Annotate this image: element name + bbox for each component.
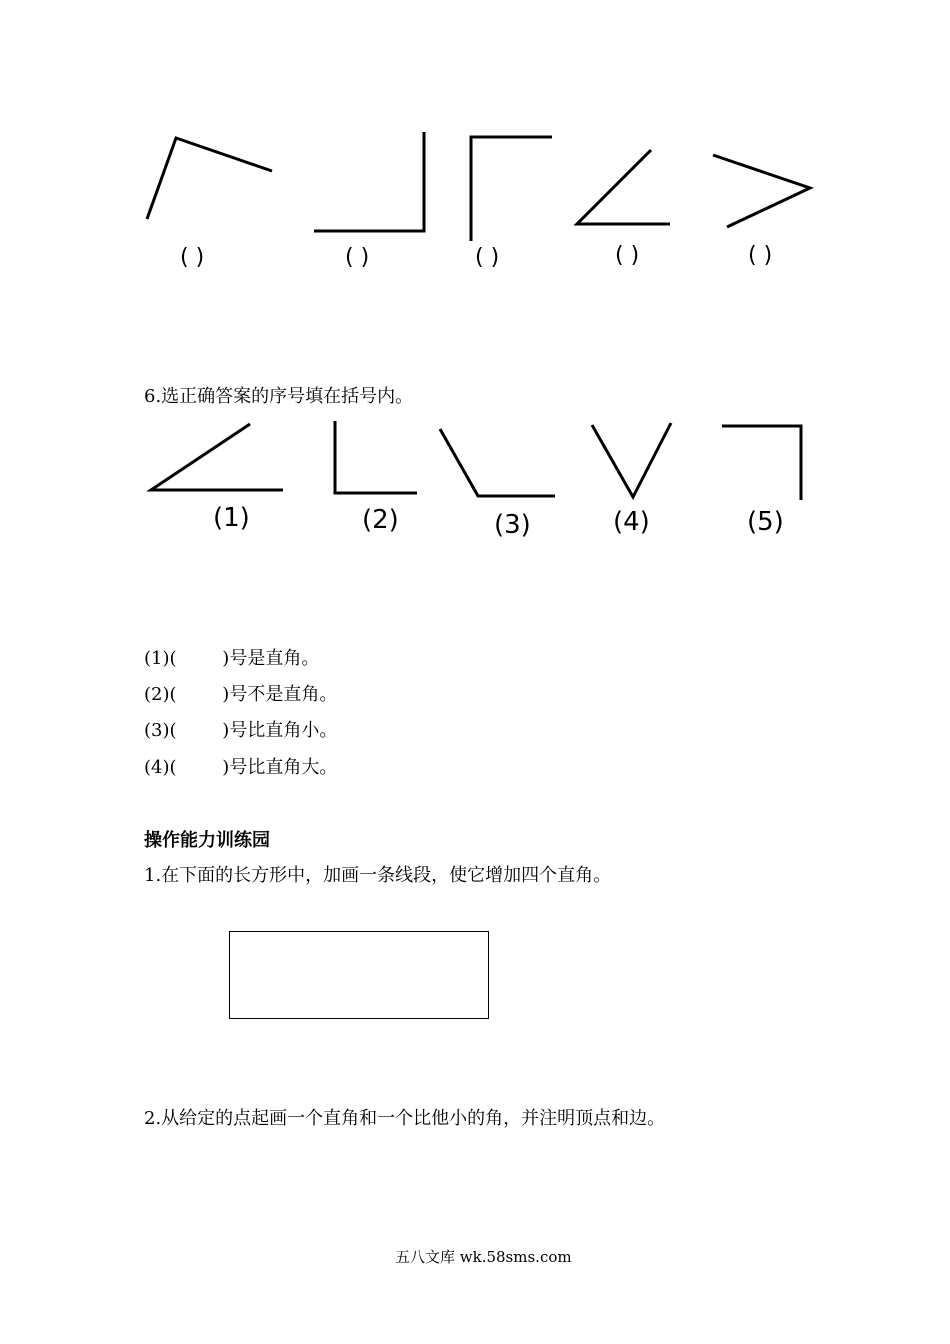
- question-6-title: 6.选正确答案的序号填在括号内。: [144, 386, 414, 407]
- q6-angle-5: [722, 426, 801, 500]
- q6-angle-2: [335, 421, 417, 493]
- q6-item-2: (2)( )号不是直角。: [144, 684, 338, 705]
- q6-label-2: (2): [362, 505, 399, 535]
- q6-item-4: (4)( )号比直角大。: [144, 757, 338, 778]
- q6-item-3: (3)( )号比直角小。: [144, 720, 338, 741]
- answer-paren-5: ( ): [748, 243, 773, 268]
- rectangle-figure: [229, 931, 489, 1019]
- page-footer: 五八文库 wk.58sms.com: [395, 1248, 572, 1266]
- answer-paren-4: ( ): [615, 243, 640, 268]
- q6-item-1: (1)( )号是直角。: [144, 648, 320, 669]
- section-heading: 操作能力训练园: [144, 830, 270, 851]
- operation-question-2: 2.从给定的点起画一个直角和一个比他小的角，并注明顶点和边。: [144, 1108, 666, 1129]
- q6-angle-3: [440, 429, 555, 496]
- answer-paren-3: ( ): [475, 245, 500, 270]
- answer-paren-1: ( ): [180, 245, 205, 270]
- q6-angle-4: [592, 423, 671, 497]
- angle-figures-q6: [0, 0, 950, 560]
- q6-angle-1: [151, 424, 283, 490]
- q6-label-4: (4): [613, 507, 650, 537]
- q6-label-1: (1): [213, 503, 250, 533]
- answer-paren-2: ( ): [345, 245, 370, 270]
- q6-label-5: (5): [747, 507, 784, 537]
- operation-question-1: 1.在下面的长方形中，加画一条线段，使它增加四个直角。: [144, 865, 612, 886]
- q6-label-3: (3): [494, 510, 531, 540]
